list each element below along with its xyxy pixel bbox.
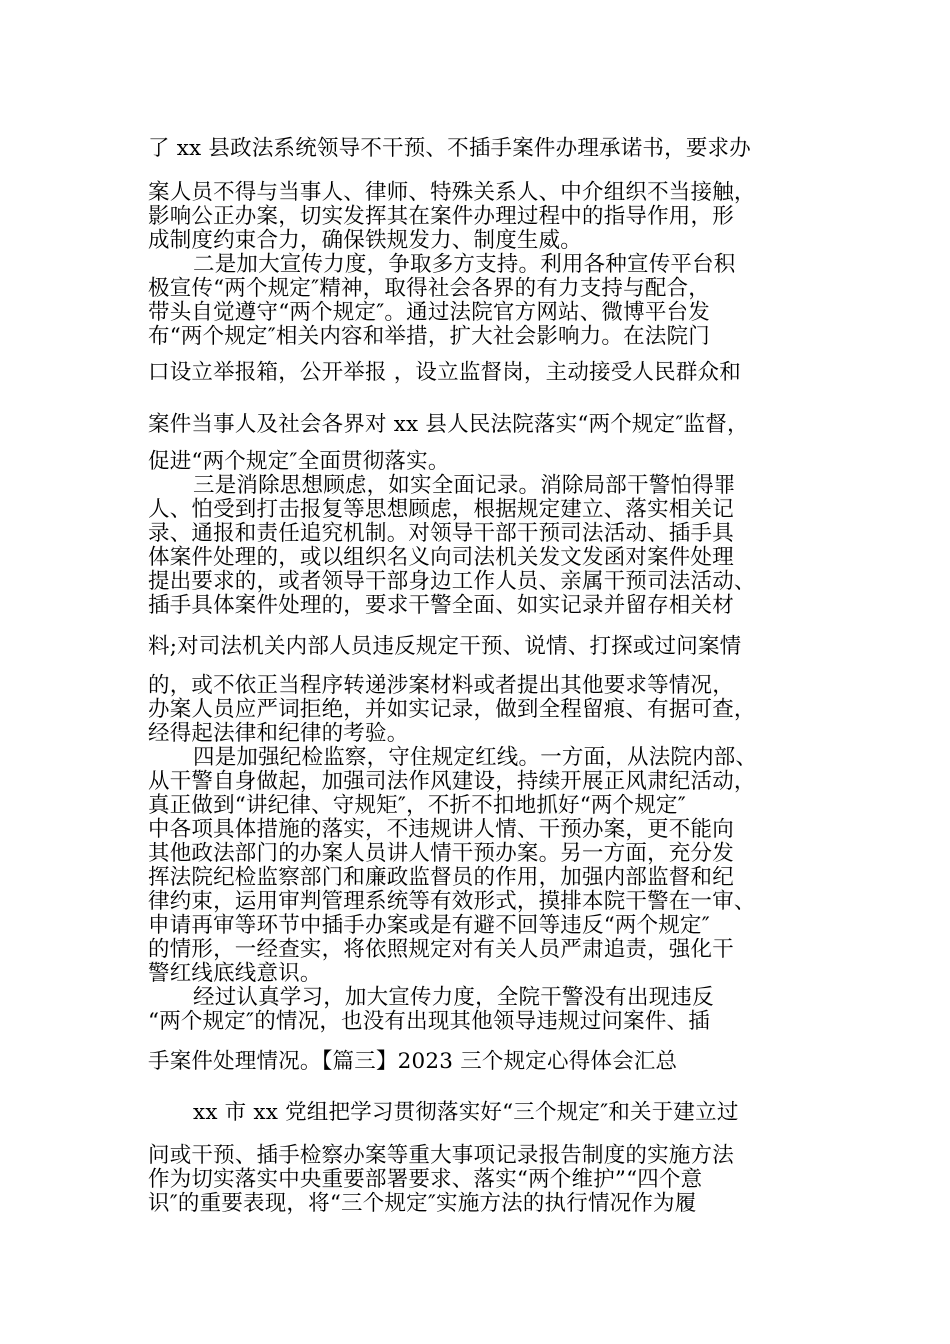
text-line: 带头自觉遵守“两个规定″。通过法院官方网站、微博平台发 <box>148 300 710 325</box>
text-line: 影响公正办案，切实发挥其在案件办理过程中的指导作用，形 <box>148 204 734 229</box>
section-heading-line: 手案件处理情况。【篇三】2023 三个规定心得体会汇总 <box>148 1049 678 1074</box>
paragraph-start-line: 二是加大宣传力度，争取多方支持。利用各种宣传平台积 <box>193 252 736 277</box>
text-line: 人、怕受到打击报复等思想顾虑，根据规定建立、落实相关记 <box>148 497 734 522</box>
text-line: 识″的重要表现，将“三个规定″实施方法的执行情况作为履 <box>148 1191 697 1216</box>
text-line: 成制度约束合力，确保铁规发力、制度生威。 <box>148 228 583 253</box>
text-line: 办案人员应严词拒绝，并如实记录，做到全程留痕、有据可查， <box>148 697 756 722</box>
text-line: 的，或不依正当程序转递涉案材料或者提出其他要求等情况， <box>148 673 734 698</box>
paragraph-start-line: 四是加强纪检监察，守住规定红线。一方面，从法院内部、 <box>193 745 758 770</box>
text-line: “两个规定″的情况，也没有出现其他领导违规过问案件、插 <box>148 1009 710 1034</box>
text-line: 真正做到“讲纪律、守规矩″，不折不扣地抓好“两个规定″ <box>148 793 686 818</box>
text-line: 挥法院纪检监察部门和廉政监督员的作用，加强内部监督和纪 <box>148 865 734 890</box>
text-line: 提出要求的，或者领导干部身边工作人员、亲属干预司法活动、 <box>148 569 756 594</box>
text-line: 布“两个规定″相关内容和举措，扩大社会影响力。在法院门 <box>148 324 710 349</box>
text-line: 问或干预、插手检察办案等重大事项记录报告制度的实施方法 <box>148 1143 734 1168</box>
text-line: 体案件处理的，或以组织名义向司法机关发文发函对案件处理 <box>148 545 734 570</box>
text-line: 录、通报和责任追究机制。对领导干部干预司法活动、插手具 <box>148 521 734 546</box>
text-line: 促进“两个规定″全面贯彻落实。 <box>148 449 450 474</box>
text-line: 极宣传“两个规定″精神，取得社会各界的有力支持与配合， <box>148 276 710 301</box>
text-line: 口设立举报箱，公开举报 ，设立监督岗，主动接受人民群众和 <box>148 360 741 385</box>
text-line: 案人员不得与当事人、律师、特殊关系人、中介组织不当接触， <box>148 180 756 205</box>
text-line: 警红线底线意识。 <box>148 961 322 986</box>
paragraph-start-line: xx 市 xx 党组把学习贯彻落实好“三个规定″和关于建立过 <box>193 1100 739 1125</box>
text-line: 中各项具体措施的落实，不违规讲人情、干预办案，更不能向 <box>148 817 734 842</box>
paragraph-start-line: 经过认真学习，加大宣传力度，全院干警没有出现违反 <box>193 985 714 1010</box>
text-line: 了 xx 县政法系统领导不干预、不插手案件办理承诺书，要求办 <box>148 136 751 161</box>
text-line: 插手具体案件处理的，要求干警全面、如实记录并留存相关材 <box>148 593 734 618</box>
text-line: 作为切实落实中央重要部署要求、落实“两个维护”“四个意 <box>148 1167 703 1192</box>
text-line: 的情形，一经查实，将依照规定对有关人员严肃追责，强化干 <box>148 937 734 962</box>
text-line: 申请再审等环节中插手办案或是有避不回等违反“两个规定″ <box>148 913 710 938</box>
paragraph-start-line: 三是消除思想顾虑，如实全面记录。消除局部干警怕得罪 <box>193 473 736 498</box>
text-line: 从干警自身做起，加强司法作风建设，持续开展正风肃纪活动， <box>148 769 756 794</box>
text-line: 料;对司法机关内部人员违反规定干预、说情、打探或过问案情 <box>148 634 742 659</box>
text-line: 经得起法律和纪律的考验。 <box>148 721 409 746</box>
text-line: 案件当事人及社会各界对 xx 县人民法院落实“两个规定″监督， <box>148 412 749 437</box>
text-line: 律约束，运用审判管理系统等有效形式，摸排本院干警在一审、 <box>148 889 756 914</box>
text-line: 其他政法部门的办案人员讲人情干预办案。另一方面，充分发 <box>148 841 734 866</box>
